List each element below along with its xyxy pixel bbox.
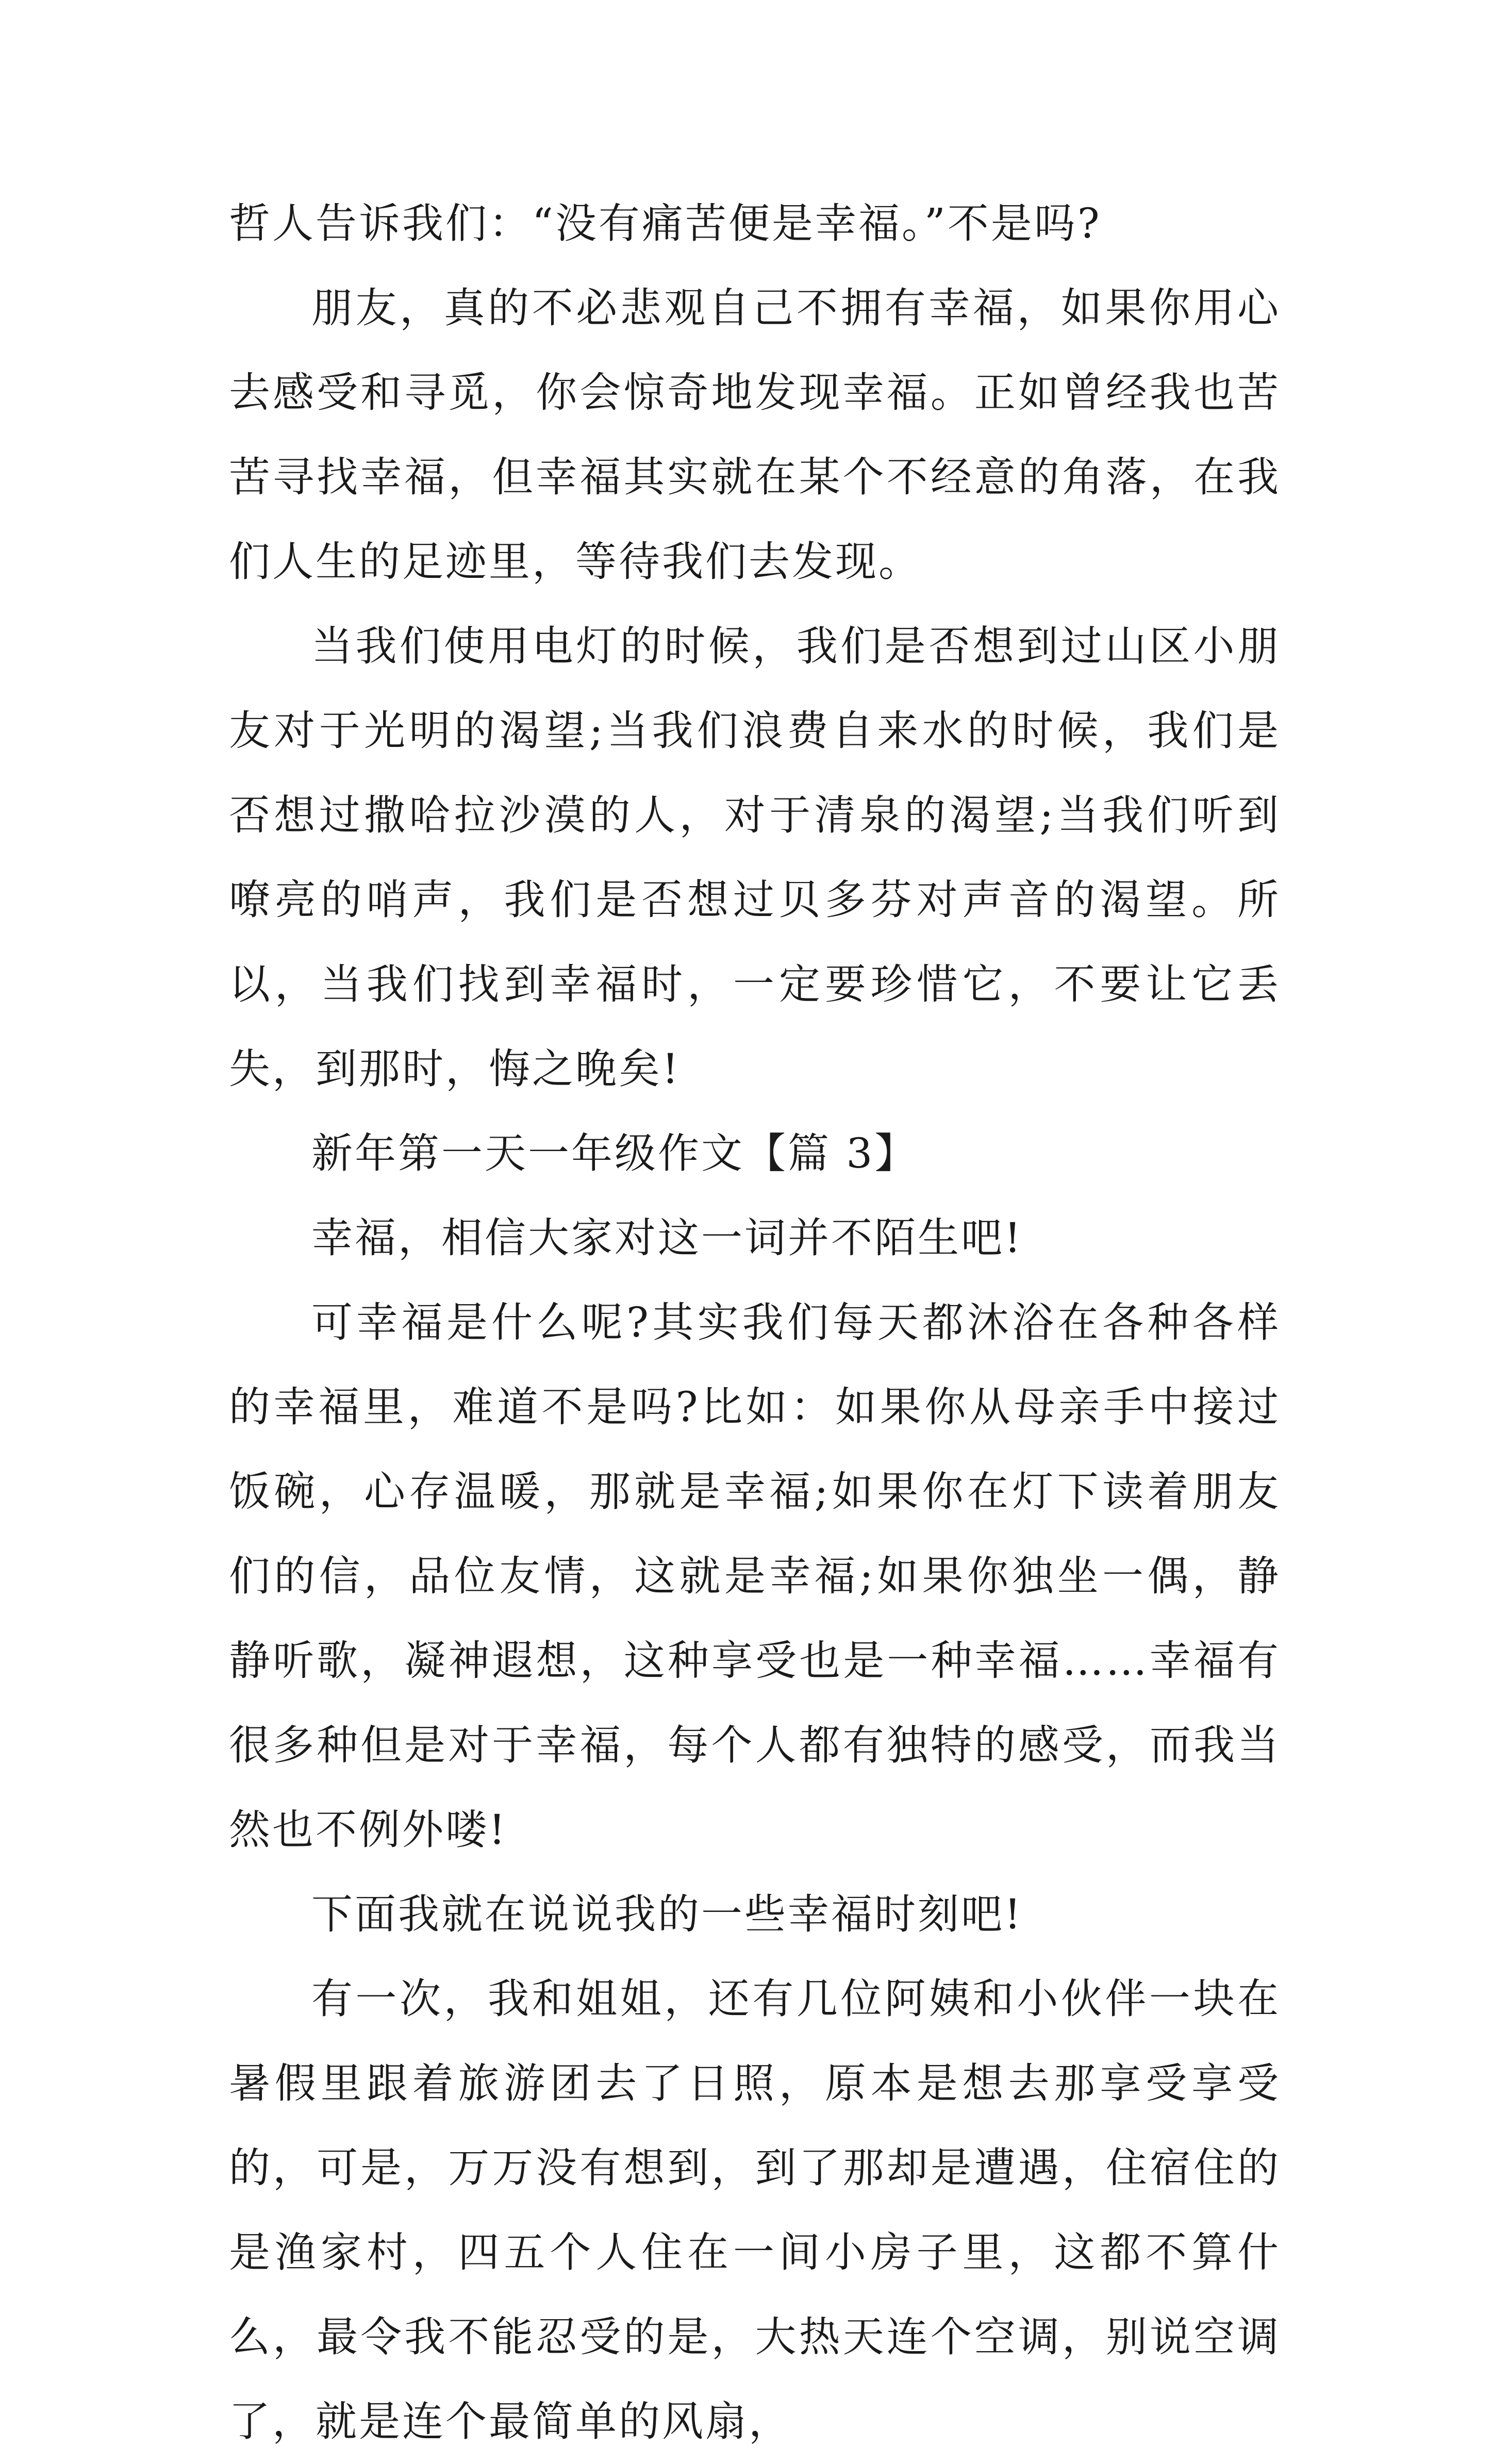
paragraph-1: 哲人告诉我们：“没有痛苦便是幸福。”不是吗?: [229, 199, 1102, 247]
section-heading: 新年第一天一年级作文【篇 3】: [311, 1129, 918, 1177]
paragraph-6: 下面我就在说说我的一些幸福时刻吧!: [311, 1890, 1023, 1938]
paragraph-4: 幸福，相信大家对这一词并不陌生吧!: [311, 1214, 1023, 1262]
paragraph-2: 朋友，真的不必悲观自己不拥有幸福，如果你用心去感受和寻觅，你会惊奇地发现幸福。正如曾经我也苦苦寻找幸福，但幸福其实就在某个不经意的角落，在我们人生的足迹里，等待我们去发现。: [229, 284, 1281, 586]
paragraph-5: 可幸福是什么呢?其实我们每天都沐浴在各种各样的幸福里，难道不是吗?比如：如果你从母亲手中接过饭碗，心存温暖，那就是幸福;如果你在灯下读着朋友们的信，品位友情，这就是幸福;如果你独坐一偶，静静听歌，凝神遐想，这种享受也是一种幸福……幸福有很多种但是对于幸福，每个人都有独特的感受，而我当然也不例外喽!: [229, 1298, 1281, 1854]
paragraph-3: 当我们使用电灯的时候，我们是否想到过山区小朋友对于光明的渴望;当我们浪费自来水的时候，我们是否想过撒哈拉沙漠的人，对于清泉的渴望;当我们听到嘹亮的哨声，我们是否想过贝多芬对声音的渴望。所以，当我们找到幸福时，一定要珍惜它，不要让它丢失，到那时，悔之晚矣!: [229, 622, 1281, 1093]
document-body: [229, 181, 1281, 2464]
paragraph-7: 有一次，我和姐姐，还有几位阿姨和小伙伴一块在暑假里跟着旅游团去了日照，原本是想去那享受享受的，可是，万万没有想到，到了那却是遭遇，住宿住的是渔家村，四五个人住在一间小房子里，这都不算什么，最令我不能忍受的是，大热天连个空调，别说空调了，就是连个最简单的风扇，: [229, 1975, 1281, 2445]
